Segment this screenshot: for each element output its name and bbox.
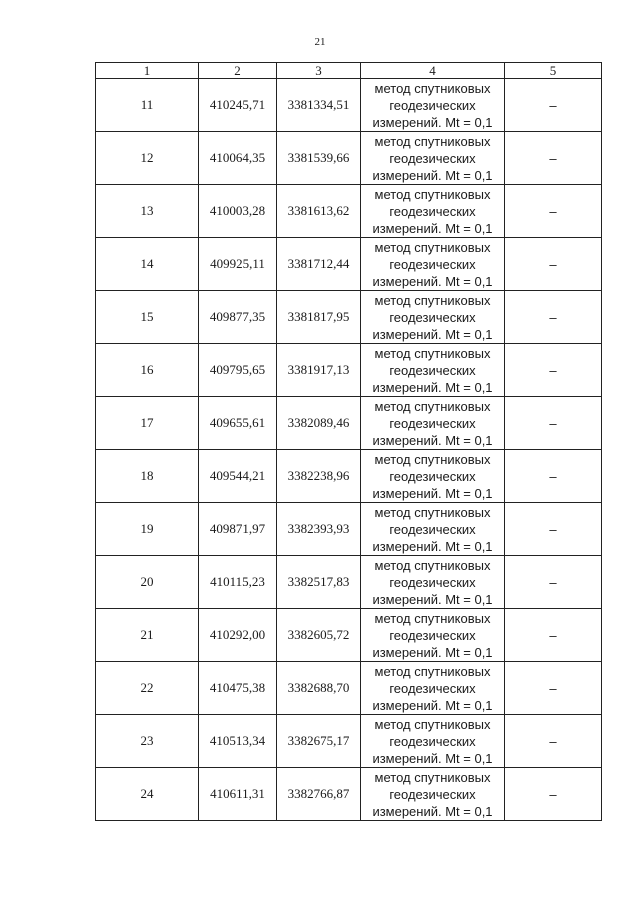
method-cell	[361, 450, 505, 503]
x-coordinate-cell: 410003,28	[199, 185, 277, 238]
table-row	[96, 344, 602, 397]
method-text-line: метод спутниковых	[374, 769, 491, 785]
method-text-line: метод спутниковых	[374, 610, 491, 626]
table-row	[96, 556, 602, 609]
method-cell	[361, 503, 505, 556]
y-coordinate-cell: 3382089,46	[277, 397, 361, 450]
point-number-cell: 24	[96, 768, 199, 821]
method-cell	[361, 79, 505, 132]
table-header-row	[96, 63, 602, 79]
y-coordinate-cell: 3382766,87	[277, 768, 361, 821]
note-cell: –	[505, 344, 602, 397]
method-text-line: измерений. Mt = 0,1	[372, 644, 493, 660]
method-text-line: метод спутниковых	[374, 451, 491, 467]
method-text-line: измерений. Mt = 0,1	[372, 485, 493, 501]
method-text-line: измерений. Mt = 0,1	[372, 750, 493, 766]
method-cell	[361, 291, 505, 344]
method-cell	[361, 662, 505, 715]
note-cell: –	[505, 662, 602, 715]
x-coordinate-cell: 410245,71	[199, 79, 277, 132]
method-cell	[361, 397, 505, 450]
method-text-line: измерений. Mt = 0,1	[372, 591, 493, 607]
column-header-1: 1	[96, 63, 199, 79]
method-text-line: измерений. Mt = 0,1	[372, 432, 493, 448]
point-number-cell: 12	[96, 132, 199, 185]
note-cell: –	[505, 556, 602, 609]
method-text-line: метод спутниковых	[374, 80, 491, 96]
table-body	[96, 79, 602, 821]
point-number-cell: 19	[96, 503, 199, 556]
table-row	[96, 397, 602, 450]
point-number-cell: 17	[96, 397, 199, 450]
method-text-line: геодезических	[389, 362, 476, 378]
note-cell: –	[505, 79, 602, 132]
method-text-line: геодезических	[389, 627, 476, 643]
method-text-line: метод спутниковых	[374, 398, 491, 414]
point-number-cell: 13	[96, 185, 199, 238]
y-coordinate-cell: 3382688,70	[277, 662, 361, 715]
method-text-line: измерений. Mt = 0,1	[372, 273, 493, 289]
method-cell	[361, 768, 505, 821]
method-text-line: измерений. Mt = 0,1	[372, 379, 493, 395]
method-cell	[361, 238, 505, 291]
method-text-line: геодезических	[389, 309, 476, 325]
point-number-cell: 18	[96, 450, 199, 503]
method-text-line: метод спутниковых	[374, 186, 491, 202]
x-coordinate-cell: 409871,97	[199, 503, 277, 556]
table-row	[96, 79, 602, 132]
table-row	[96, 715, 602, 768]
method-text-line: измерений. Mt = 0,1	[372, 538, 493, 554]
note-cell: –	[505, 238, 602, 291]
method-cell	[361, 715, 505, 768]
table-row	[96, 768, 602, 821]
method-text-line: геодезических	[389, 733, 476, 749]
point-number-cell: 14	[96, 238, 199, 291]
note-cell: –	[505, 291, 602, 344]
method-text-line: метод спутниковых	[374, 345, 491, 361]
note-cell: –	[505, 609, 602, 662]
table-row	[96, 503, 602, 556]
method-text-line: измерений. Mt = 0,1	[372, 803, 493, 819]
y-coordinate-cell: 3382517,83	[277, 556, 361, 609]
x-coordinate-cell: 410475,38	[199, 662, 277, 715]
method-text-line: метод спутниковых	[374, 133, 491, 149]
column-header-3: 3	[277, 63, 361, 79]
method-text-line: геодезических	[389, 680, 476, 696]
point-number-cell: 11	[96, 79, 199, 132]
method-cell	[361, 185, 505, 238]
method-text-line: метод спутниковых	[374, 292, 491, 308]
x-coordinate-cell: 410513,34	[199, 715, 277, 768]
point-number-cell: 15	[96, 291, 199, 344]
method-cell	[361, 556, 505, 609]
method-text-line: измерений. Mt = 0,1	[372, 326, 493, 342]
point-number-cell: 16	[96, 344, 199, 397]
y-coordinate-cell: 3382393,93	[277, 503, 361, 556]
y-coordinate-cell: 3382675,17	[277, 715, 361, 768]
method-text-line: геодезических	[389, 574, 476, 590]
note-cell: –	[505, 715, 602, 768]
column-header-4: 4	[361, 63, 505, 79]
method-text-line: геодезических	[389, 415, 476, 431]
point-number-cell: 20	[96, 556, 199, 609]
x-coordinate-cell: 409925,11	[199, 238, 277, 291]
table-row	[96, 185, 602, 238]
method-text-line: геодезических	[389, 256, 476, 272]
y-coordinate-cell: 3381539,66	[277, 132, 361, 185]
point-number-cell: 23	[96, 715, 199, 768]
x-coordinate-cell: 409655,61	[199, 397, 277, 450]
table-row	[96, 132, 602, 185]
x-coordinate-cell: 410115,23	[199, 556, 277, 609]
method-text-line: метод спутниковых	[374, 504, 491, 520]
table-row	[96, 450, 602, 503]
column-header-2: 2	[199, 63, 277, 79]
note-cell: –	[505, 503, 602, 556]
method-text-line: геодезических	[389, 468, 476, 484]
note-cell: –	[505, 397, 602, 450]
method-text-line: измерений. Mt = 0,1	[372, 114, 493, 130]
method-text-line: измерений. Mt = 0,1	[372, 697, 493, 713]
table-row	[96, 662, 602, 715]
note-cell: –	[505, 132, 602, 185]
page-number: 21	[314, 36, 326, 48]
method-text-line: метод спутниковых	[374, 557, 491, 573]
y-coordinate-cell: 3382605,72	[277, 609, 361, 662]
table-row	[96, 609, 602, 662]
x-coordinate-cell: 410292,00	[199, 609, 277, 662]
method-text-line: измерений. Mt = 0,1	[372, 167, 493, 183]
column-header-5: 5	[505, 63, 602, 79]
method-text-line: геодезических	[389, 203, 476, 219]
y-coordinate-cell: 3381613,62	[277, 185, 361, 238]
x-coordinate-cell: 409544,21	[199, 450, 277, 503]
x-coordinate-cell: 410064,35	[199, 132, 277, 185]
method-cell	[361, 344, 505, 397]
method-text-line: геодезических	[389, 786, 476, 802]
method-text-line: измерений. Mt = 0,1	[372, 220, 493, 236]
coordinates-table	[95, 62, 602, 821]
point-number-cell: 22	[96, 662, 199, 715]
table-row	[96, 291, 602, 344]
method-cell	[361, 132, 505, 185]
method-text-line: метод спутниковых	[374, 663, 491, 679]
x-coordinate-cell: 409795,65	[199, 344, 277, 397]
y-coordinate-cell: 3381917,13	[277, 344, 361, 397]
y-coordinate-cell: 3382238,96	[277, 450, 361, 503]
method-text-line: метод спутниковых	[374, 239, 491, 255]
y-coordinate-cell: 3381334,51	[277, 79, 361, 132]
table-row	[96, 238, 602, 291]
note-cell: –	[505, 768, 602, 821]
x-coordinate-cell: 409877,35	[199, 291, 277, 344]
method-text-line: геодезических	[389, 150, 476, 166]
point-number-cell: 21	[96, 609, 199, 662]
note-cell: –	[505, 185, 602, 238]
y-coordinate-cell: 3381712,44	[277, 238, 361, 291]
note-cell: –	[505, 450, 602, 503]
x-coordinate-cell: 410611,31	[199, 768, 277, 821]
method-text-line: метод спутниковых	[374, 716, 491, 732]
method-cell	[361, 609, 505, 662]
y-coordinate-cell: 3381817,95	[277, 291, 361, 344]
method-text-line: геодезических	[389, 521, 476, 537]
method-text-line: геодезических	[389, 97, 476, 113]
